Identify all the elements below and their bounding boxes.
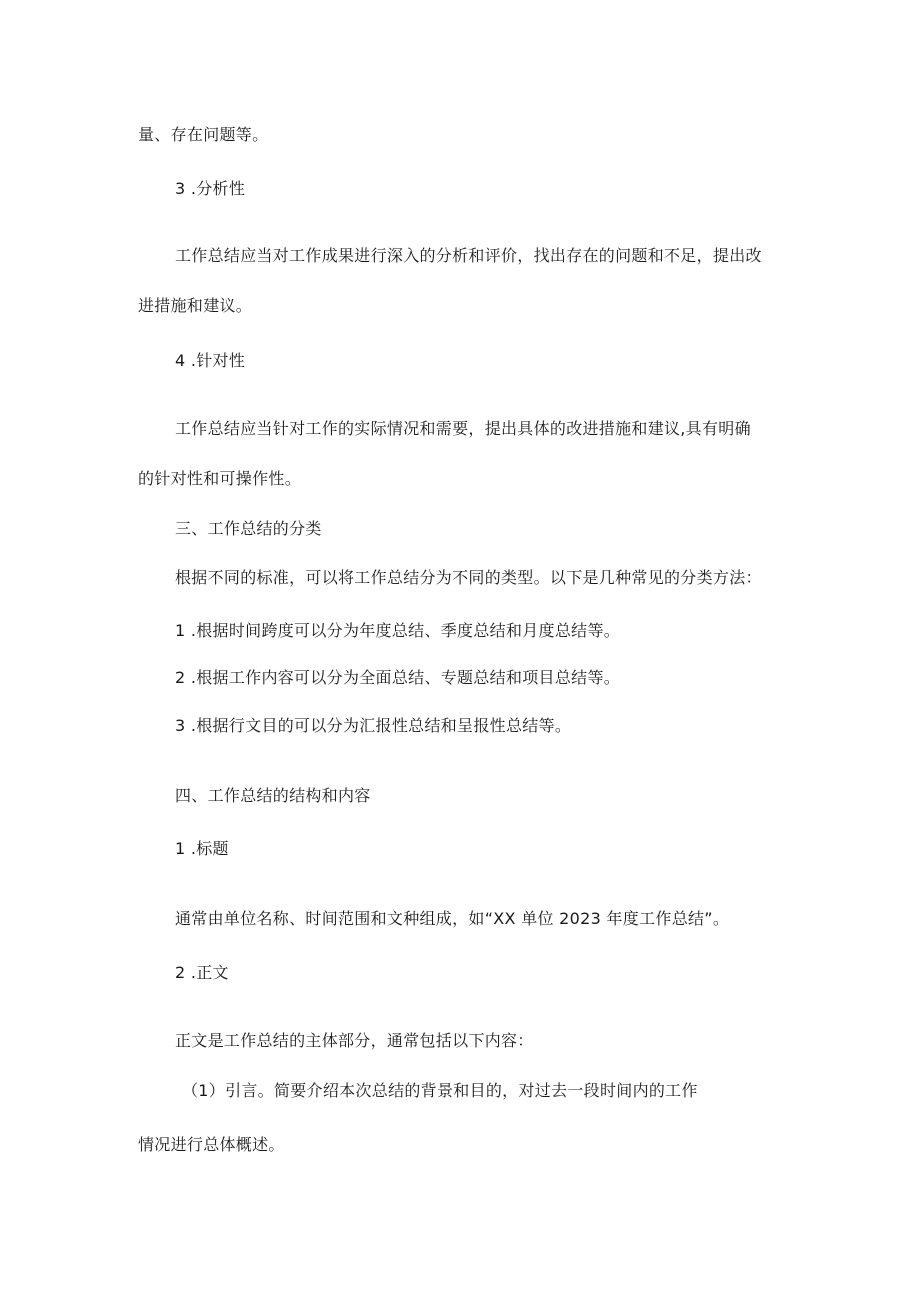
- section-heading: 4 .针对性: [175, 351, 246, 370]
- paragraph-line: 根据不同的标准，可以将工作总结分为不同的类型。以下是几种常见的分类方法：: [175, 568, 762, 587]
- paragraph-line: 的针对性和可操作性。: [138, 469, 302, 488]
- section-heading: 1 .标题: [175, 839, 229, 858]
- chapter-heading: 三、工作总结的分类: [175, 519, 322, 538]
- paragraph-line: 工作总结应当对工作成果进行深入的分析和评价，找出存在的问题和不足，提出改: [175, 246, 762, 265]
- paragraph-line: 情况进行总体概述。: [138, 1135, 285, 1154]
- list-item: 2 .根据工作内容可以分为全面总结、专题总结和项目总结等。: [175, 668, 621, 687]
- paragraph-line: 通常由单位名称、时间范围和文种组成，如“XX 单位 2023 年度工作总结”。: [175, 909, 730, 928]
- paragraph-line: （1）引言。简要介绍本次总结的背景和目的，对过去一段时间内的工作: [182, 1081, 698, 1100]
- chapter-heading: 四、工作总结的结构和内容: [175, 786, 371, 805]
- paragraph-line: 进措施和建议。: [138, 296, 253, 315]
- paragraph-line: 量、存在问题等。: [138, 125, 269, 144]
- section-heading: 3 .分析性: [175, 179, 246, 198]
- list-item: 1 .根据时间跨度可以分为年度总结、季度总结和月度总结等。: [175, 621, 621, 640]
- paragraph-line: 工作总结应当针对工作的实际情况和需要，提出具体的改进措施和建议,具有明确: [175, 419, 751, 438]
- list-item: 3 .根据行文目的可以分为汇报性总结和呈报性总结等。: [175, 716, 572, 735]
- section-heading: 2 .正文: [175, 963, 229, 982]
- paragraph-line: 正文是工作总结的主体部分，通常包括以下内容：: [175, 1031, 534, 1050]
